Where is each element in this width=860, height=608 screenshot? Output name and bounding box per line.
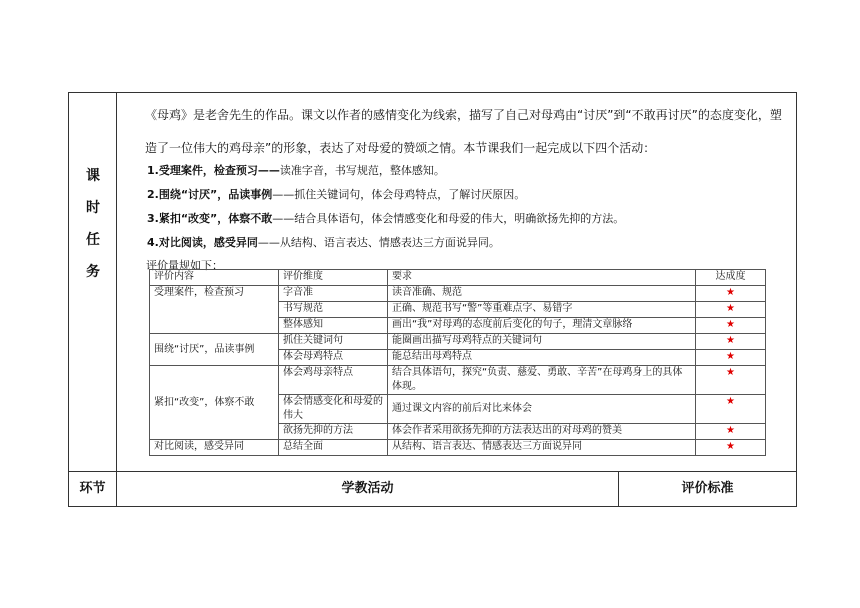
rubric-dimension: 抓住关键词句 [279,334,388,350]
side-label-char: 时 [86,200,100,216]
rubric-category: 紧扣“改变”，体察不敢 [150,366,279,440]
side-label-char: 务 [86,264,100,280]
star-icon: ★ [696,395,766,424]
activity-title: 2.围绕“讨厌”，品读事例 [147,188,273,201]
rubric-header-row [150,270,766,286]
activity-desc: ——从结构、语言表达、情感表达三方面说异同。 [257,236,500,249]
rubric-header: 评价内容 [150,270,279,286]
star-icon: ★ [696,350,766,366]
rubric-header: 要求 [388,270,696,286]
rubric-table [149,269,766,456]
rubric-requirement: 从结构、语言表达、情感表达三方面说异同 [388,440,696,456]
intro-paragraph: 《母鸡》是老舍先生的作品。课文以作者的感情变化为线索，描写了自己对母鸡由“讨厌”到“不敢再讨厌”的态度变化，塑造了一位伟大的鸡母亲”的形象，表达了对母爱的赞颂之情。本节课我们一起完成以下四个活动： [145,108,782,155]
rubric-dimension: 体会母鸡特点 [279,350,388,366]
rubric-dimension: 字音准 [279,286,388,302]
rubric-title: 评价量规如下： [146,259,223,272]
activity-title: 1.受理案件，检查预习—— [147,164,280,177]
star-icon: ★ [696,318,766,334]
rubric-dimension: 整体感知 [279,318,388,334]
table-row [150,334,766,350]
activity-item [147,187,624,211]
rubric-header: 达成度 [696,270,766,286]
side-label-char: 课 [86,168,100,184]
rubric-category: 对比阅读，感受异同 [150,440,279,456]
rubric-dimension: 总结全面 [279,440,388,456]
activity-desc: ——抓住关键词句，体会母鸡特点，了解讨厌原因。 [272,188,526,201]
star-icon: ★ [696,334,766,350]
rubric-requirement: 能圈画出描写母鸡特点的关键词句 [388,334,696,350]
lesson-task-table [68,92,797,507]
table-row [150,366,766,395]
activity-desc: ——结合具体语句，体会情感变化和母爱的伟大，明确欲扬先抑的方法。 [272,212,625,225]
star-icon: ★ [696,286,766,302]
rubric-dimension: 欲扬先抑的方法 [279,424,388,440]
rubric-requirement: 体会作者采用欲扬先抑的方法表达出的对母鸡的赞美 [388,424,696,440]
star-icon: ★ [696,302,766,318]
rubric-requirement: 画出“我”对母鸡的态度前后变化的句子，理清文章脉络 [388,318,696,334]
rubric-requirement: 结合具体语句，探究“负责、慈爱、勇敢、辛苦”在母鸡身上的具体体现。 [388,366,696,395]
star-icon: ★ [696,424,766,440]
rubric-dimension: 体会鸡母亲特点 [279,366,388,395]
activity-title: 4.对比阅读，感受异同 [147,236,258,249]
rubric-requirement: 能总结出母鸡特点 [388,350,696,366]
table-row [150,440,766,456]
column-header-activities: 学教活动 [117,472,619,506]
task-content-cell [117,93,796,471]
rubric-header: 评价维度 [279,270,388,286]
rubric-requirement: 正确、规范书写“警”等重难点字、易错字 [388,302,696,318]
column-header-criteria: 评价标准 [681,481,734,496]
side-label-char: 任 [86,232,100,248]
activity-item [147,163,624,187]
activity-desc: 读准字音，书写规范，整体感知。 [279,164,445,177]
activity-title: 3.紧扣“改变”，体察不敢 [147,212,273,225]
activity-item [147,211,624,235]
activity-list [147,163,624,259]
rubric-requirement: 通过课文内容的前后对比来体会 [388,395,696,424]
table-row [150,286,766,302]
side-label-cell [69,93,117,471]
rubric-dimension: 体会情感变化和母爱的伟大 [279,395,388,424]
section-header-row [69,471,796,506]
rubric-category: 受理案件，检查预习 [150,286,279,334]
column-header-stage: 环节 [69,472,117,506]
star-icon: ★ [696,440,766,456]
rubric-requirement: 读音准确、规范 [388,286,696,302]
rubric-category: 围绕“讨厌”，品读事例 [150,334,279,366]
rubric-dimension: 书写规范 [279,302,388,318]
star-icon: ★ [696,366,766,395]
activity-item [147,235,624,259]
